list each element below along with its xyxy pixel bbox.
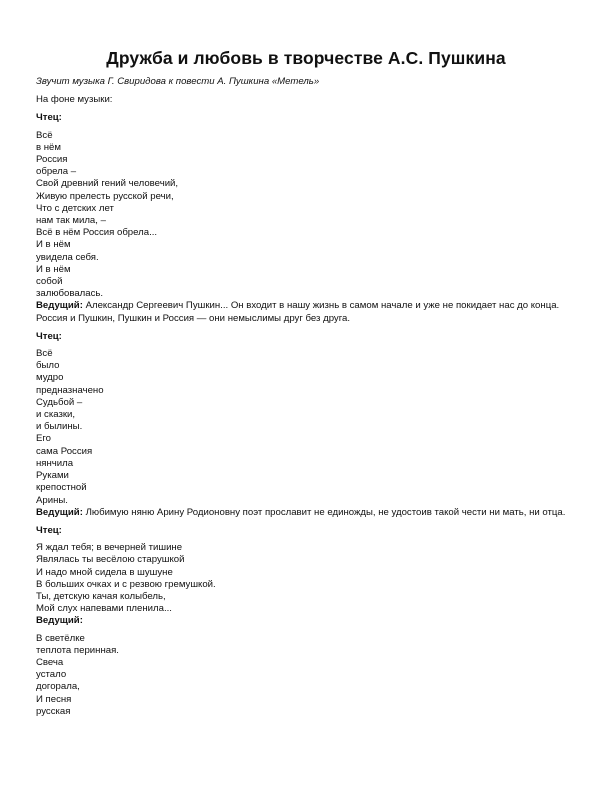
poem-line: И в нём: [36, 263, 71, 275]
poem-line: Живую прелесть русской речи,: [36, 190, 174, 202]
reader-label: Чтец:: [36, 524, 62, 536]
reader-label: Чтец:: [36, 330, 62, 342]
poem-line: И песня: [36, 693, 72, 705]
poem-line: Всё в нём Россия обрела...: [36, 227, 158, 239]
poem-line: Судьбой –: [36, 396, 83, 408]
poem-line: Свой древний гений человечий,: [36, 178, 179, 190]
poem-stanza-4: [36, 633, 576, 718]
poem-line: Арины.: [36, 494, 68, 506]
poem-line: и сказки,: [36, 409, 76, 421]
poem-line: И надо мной сидела в шушуне: [36, 566, 173, 578]
poem-line: устало: [36, 669, 67, 681]
host-label: Ведущий:: [36, 615, 83, 627]
poem-line: нянчила: [36, 457, 74, 469]
intro-text: На фоне музыки:: [36, 94, 113, 106]
poem-line: Его: [36, 433, 52, 445]
poem-line: сама Россия: [36, 445, 93, 457]
page-title: Дружба и любовь в творчестве А.С. Пушкина: [106, 48, 506, 68]
poem-stanza-3: [36, 542, 576, 615]
host-paragraph-1: [36, 300, 576, 324]
poem-line: увидела себя.: [36, 251, 99, 263]
host-text: Александр Сергеевич Пушкин... Он входит в нашу жизнь в самом начале и уже не покидает нас до конца. Россия и Пушкин, Пушкин и Россия — они немыслимы друг без друга.: [36, 300, 560, 324]
host-label: Ведущий:: [36, 506, 83, 518]
poem-line: крепостной: [36, 482, 87, 494]
poem-stanza-2: [36, 348, 576, 507]
poem-line: теплота перинная.: [36, 644, 119, 656]
poem-line: Что с детских лет: [36, 202, 114, 214]
poem-line: Я ждал тебя; в вечерней тишине: [36, 542, 183, 554]
poem-line: и былины.: [36, 421, 83, 433]
poem-line: В больших очках и с резвою гремушкой.: [36, 578, 216, 590]
poem-line: залюбовалась.: [36, 288, 104, 300]
poem-line: нам так мила, –: [36, 215, 106, 227]
poem-line: Свеча: [36, 656, 64, 668]
host-label: Ведущий:: [36, 300, 83, 312]
poem-line: предназначено: [36, 384, 104, 396]
poem-line: Являлась ты весёлою старушкой: [36, 554, 185, 566]
poem-line: Всё: [36, 129, 53, 141]
poem-stanza-1: [36, 130, 576, 301]
host-paragraph-2: [36, 507, 576, 519]
poem-line: мудро: [36, 372, 64, 384]
poem-line: В светёлке: [36, 632, 85, 644]
poem-line: обрела –: [36, 166, 77, 178]
poem-line: было: [36, 360, 60, 372]
poem-line: Руками: [36, 470, 69, 482]
poem-line: в нём: [36, 141, 61, 153]
subtitle: Звучит музыка Г. Свиридова к повести А. Пушкина «Метель»: [36, 76, 320, 87]
poem-line: Всё: [36, 348, 53, 360]
poem-line: Мой слух напевами пленила...: [36, 603, 172, 615]
poem-line: Россия: [36, 154, 68, 166]
poem-line: собой: [36, 276, 63, 288]
host-text: Любимую няню Арину Родионовну поэт прославит не единожды, не удостоив такой чести ни мать, ни отца.: [85, 506, 566, 518]
document-body: [36, 76, 576, 718]
reader-label: Чтец:: [36, 112, 62, 124]
poem-line: И в нём: [36, 239, 71, 251]
poem-line: Ты, детскую качая колыбель,: [36, 590, 166, 602]
poem-line: догорала,: [36, 681, 80, 693]
poem-line: русская: [36, 705, 71, 717]
